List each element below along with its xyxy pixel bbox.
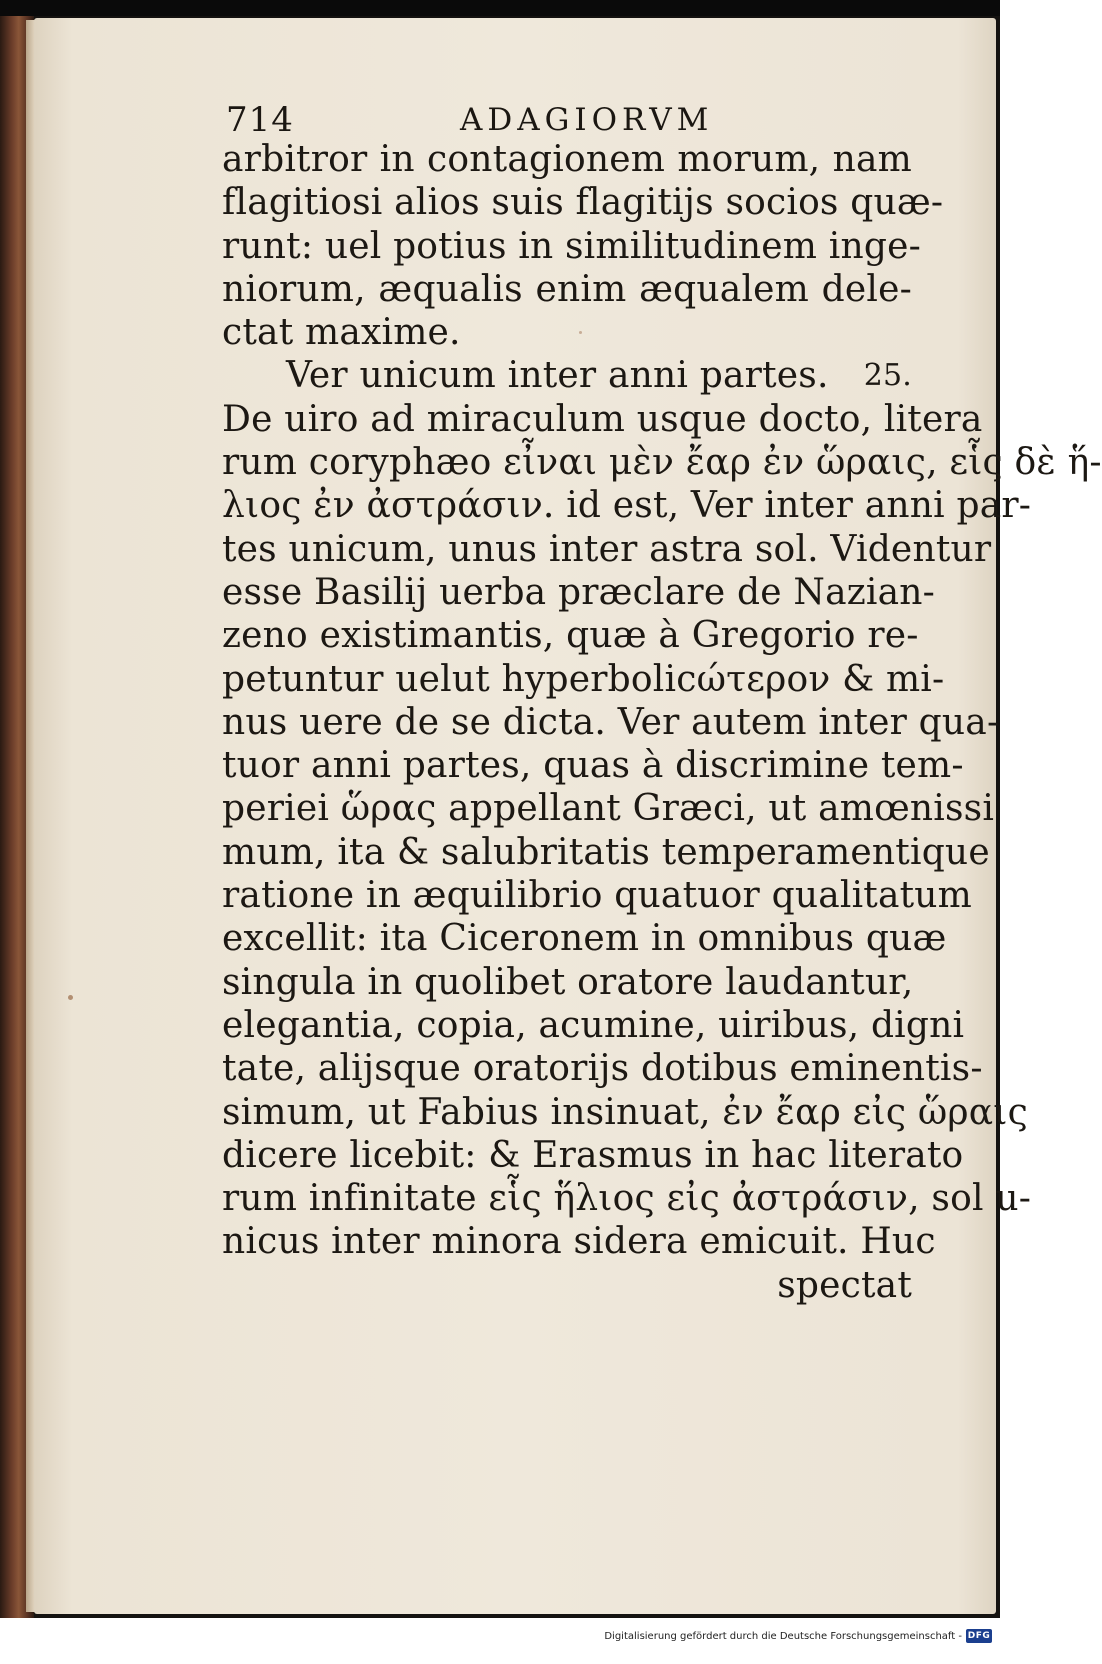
text-line: zeno existimantis, quæ à Gregorio re- [222,615,919,657]
text-line: niorum, æqualis enim æqualem dele- [222,268,912,310]
text-line: singula in quolibet oratore laudantur, [222,961,914,1003]
text-line: simum, ut Fabius insinuat, ἐν ἔαρ εἰς ὥραις [222,1091,1028,1133]
text-line: ratione in æquilibrio quatuor qualitatum [222,875,973,917]
text-line: tate, alijsque oratorijs dotibus eminentis- [222,1048,983,1090]
text-line: rum infinitate εἷς ἥλιος εἰς ἀστράσιν, sol u- [222,1178,1032,1220]
body-text [222,138,1102,1307]
paper-spot [68,995,73,1000]
digitization-credit: Digitalisierung gefördert durch die Deutsche Forschungsgemeinschaft - [604,1631,962,1642]
text-line: petuntur uelut hyperbolicώτερον & mi- [222,658,945,700]
text-line: arbitror in contagionem morum, nam [222,139,912,180]
text-line: elegantia, copia, acumine, uiribus, digni [222,1004,965,1046]
text-line: esse Basilij uerba præclare de Nazian- [222,571,936,613]
adage-title: Ver unicum inter anni partes. [286,355,829,397]
catchword: spectat [777,1264,912,1306]
adage-number: 25. [863,358,912,394]
text-line: flagitiosi alios suis flagitijs socios quæ- [222,182,944,224]
text-line: nus uere de se dicta. Ver autem inter qua- [222,701,1000,743]
adage-heading-line [222,354,912,397]
text-line: runt: uel potius in similitudinem inge- [222,225,921,267]
running-title: ADAGIORVM [460,102,714,138]
text-line: De uiro ad miraculum usque docto, litera [222,398,983,440]
text-line: λιος ἐν ἀστράσιν. id est, Ver inter anni par- [222,485,1032,527]
text-line: excellit: ita Ciceronem in omnibus quæ [222,918,947,960]
text-line: rum coryphæo εἶναι μὲν ἔαρ ἐν ὥραις, εἷς δὲ ἥ- [222,442,1102,484]
dfg-logo: DFG [967,1631,991,1641]
text-line: mum, ita & salubritatis temperamentique [222,831,990,873]
text-line: periei ὥρας appellant Græci, ut amœnissi [222,788,995,830]
page-number: 714 [226,100,294,140]
footer [0,1618,1000,1664]
page-header [226,100,762,140]
text-line: dicere licebit: & Erasmus in hac literato [222,1134,964,1176]
text-line: tuor anni partes, quas à discrimine tem- [222,745,964,787]
text-line: nicus inter minora sidera emicuit. Huc [222,1221,936,1263]
text-line: tes unicum, unus inter astra sol. Videntur [222,528,992,570]
top-black-bar [0,0,1000,16]
text-line: ctat maxime. [222,312,461,354]
